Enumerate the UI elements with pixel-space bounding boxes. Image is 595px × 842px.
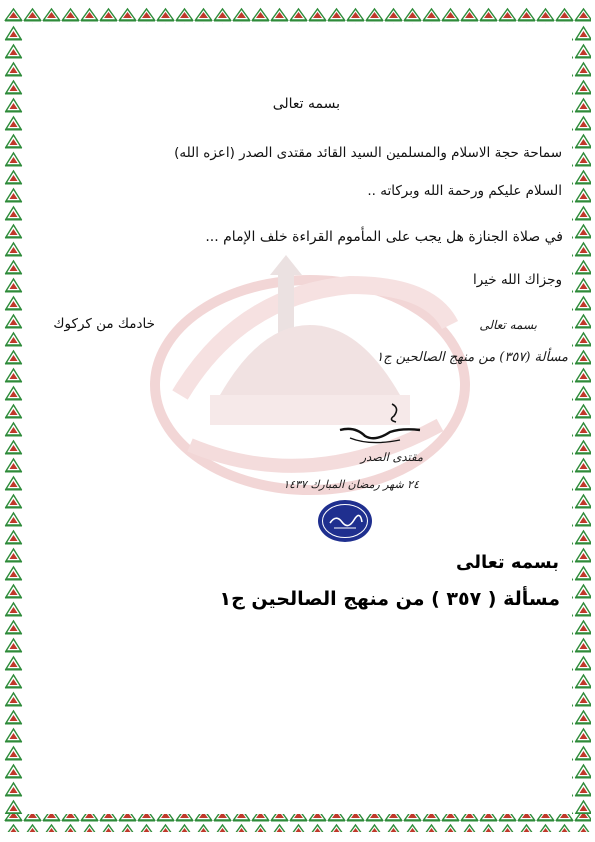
question-body: في صلاة الجنازة هل يجب على المأموم القراءة خلف الإمام ...: [205, 229, 563, 245]
question-heading: بسمه تعالى: [272, 96, 340, 112]
handwritten-heading: بسمه تعالى: [479, 318, 537, 332]
handwritten-answer: مسألة (٣٥٧) من منهج الصالحين ج١: [376, 350, 568, 365]
handwritten-signature: [330, 400, 430, 450]
handwritten-date: ٢٤ شهر رمضان المبارك ١٤٣٧: [283, 478, 419, 491]
question-greeting: السلام عليكم ورحمة الله وبركاته ..: [367, 183, 562, 199]
question-closing: وجزاك الله خيرا: [473, 272, 562, 288]
question-sender: خادمك من كركوك: [53, 316, 155, 332]
question-addressee: سماحة حجة الاسلام والمسلمين السيد القائد مقتدى الصدر (اعزه الله): [174, 145, 562, 161]
answer-text: مسألة ( ٣٥٧ ) من منهج الصالحين ج١: [219, 588, 560, 610]
signature-name: مقتدى الصدر: [360, 450, 423, 464]
answer-heading: بسمه تعالى: [456, 552, 559, 573]
official-seal: [316, 498, 374, 544]
